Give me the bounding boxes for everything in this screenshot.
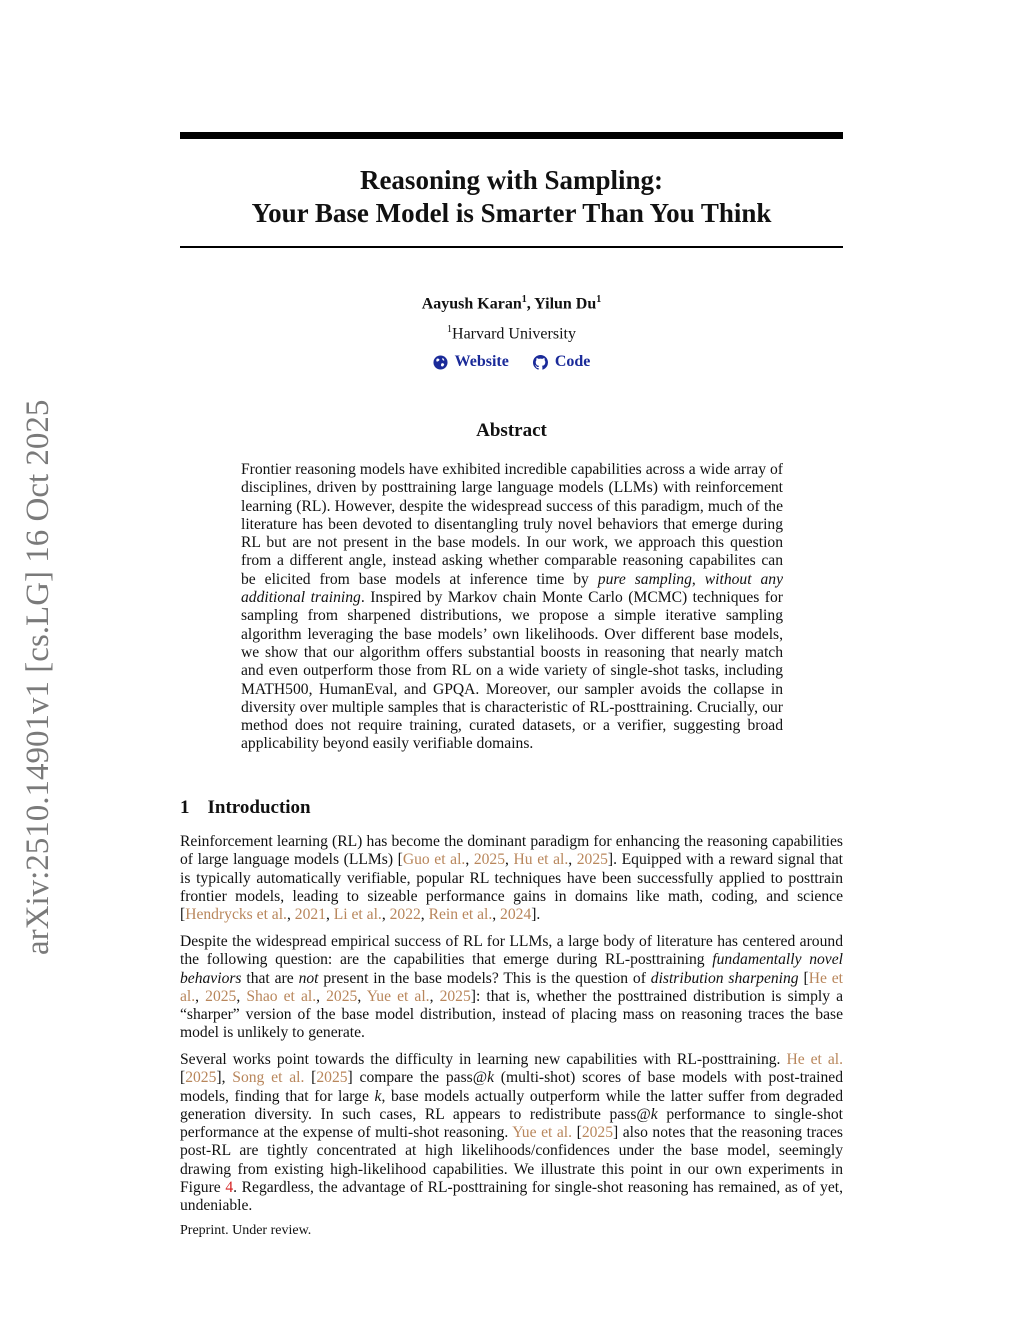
author-name: Aayush Karan xyxy=(421,295,522,313)
paragraph-text: [ xyxy=(572,1124,582,1142)
paragraph-text: , xyxy=(465,851,474,869)
paragraph-text: ]. xyxy=(531,906,541,924)
paragraph-text: Reinforcement learning (RL) has become the dominant paradigm for enhancing the reasoning capabilities of large language models (LLMs) [ xyxy=(180,833,843,869)
paragraph-text: , xyxy=(492,906,501,924)
title-line-1: Reasoning with Sampling: xyxy=(359,165,664,195)
author-affil-mark: 1 xyxy=(521,294,527,305)
paragraph-text: ]. Equipped with a reward signal that is typically automatically verifiable, popular RL techniques have been successfully applied to posttrain frontier models, leading to sizeable performance gains in domains like math, coding, and science [ xyxy=(180,851,844,924)
abstract-emphasis: without any additional training xyxy=(241,570,784,607)
affiliation xyxy=(180,324,843,343)
math-variable: k xyxy=(487,1069,494,1087)
paragraph-text: [ xyxy=(798,969,809,987)
project-links xyxy=(180,353,843,375)
citation-link[interactable]: 2022 xyxy=(389,906,421,924)
section-heading xyxy=(180,797,311,819)
affiliation-mark: 1 xyxy=(447,324,453,335)
abstract-text: . Inspired by Markov chain Monte Carlo (MCMC) techniques for sampling from sharpened distributions, we propose a simple iterative sampling algorithm leveraging the base models’ own likelihoods. Over different base models, we show that our algorithm offers substantial boosts in reasoning that nearly match and even outperform those from RL on a wide variety of single-shot tasks, including MATH500, HumanEval, and GPQA. Moreover, our sampler avoids the collapse in diversity over multiple samples that is characteristic of RL-posttraining. Crucially, our method does not require training, curated datasets, or a verifier, suggesting broad applicability beyond easily verifiable domains. xyxy=(241,589,783,753)
citation-link[interactable]: 2025 xyxy=(185,1069,217,1087)
citation-link[interactable]: 2025 xyxy=(205,987,237,1005)
citation-link[interactable]: He et al. xyxy=(786,1051,844,1068)
citation-link[interactable]: 2025 xyxy=(316,1069,348,1087)
paragraph-text: , base models actually outperform while the latter suffer from degraded generation diversity. In such cases, RL appears to redistribute pass@ xyxy=(180,1087,843,1123)
affiliation-name: Harvard University xyxy=(452,325,576,343)
globe-icon xyxy=(433,355,448,370)
website-link[interactable] xyxy=(433,353,509,371)
citation-link[interactable]: Li et al. xyxy=(333,906,382,924)
abstract-heading: Abstract xyxy=(476,420,547,441)
paragraph-text: , xyxy=(286,906,295,924)
paragraph-text: Despite the widespread empirical success of RL for LLMs, a large body of literature has centered around the following question: are the capabilities that emerge during RL-posttraining xyxy=(180,933,843,969)
paragraph-text: [ xyxy=(304,1069,317,1087)
paragraph-text: , xyxy=(420,906,429,924)
section-number: 1 xyxy=(180,797,190,818)
paragraph-emphasis: distribution sharpening xyxy=(650,969,799,987)
citation-link[interactable]: 2025 xyxy=(326,987,358,1005)
abstract-text: Frontier reasoning models have exhibited incredible capabilities across a wide array of disciplines, driven by posttraining large language models (LLMs) with reinforcement learning (RL). However, despite the widespread success of this paradigm, much of the literature has been devoted to disentangling truly novel behaviors that emerge during RL but are not present in the base models. In our work, we approach this question from a different angle, instead asking whether comparable reasoning capabilites can be elicited from base models at inference time by xyxy=(241,461,783,588)
citation-link[interactable]: 2024 xyxy=(500,906,532,924)
citation-link[interactable]: Song et al. xyxy=(232,1069,305,1087)
footer-note: Preprint. Under review. xyxy=(180,1223,312,1238)
citation-link[interactable]: 2025 xyxy=(581,1124,613,1142)
intro-paragraph-1 xyxy=(180,833,843,924)
paragraph-text: ], xyxy=(216,1069,233,1087)
author-separator: , xyxy=(526,295,535,313)
abstract-emphasis: pure sampling xyxy=(597,570,692,588)
citation-link[interactable]: Shao et al. xyxy=(246,987,317,1005)
title-line-2: Your Base Model is Smarter Than You Think xyxy=(251,198,772,228)
abstract-text: , xyxy=(691,570,705,588)
math-variable: k xyxy=(650,1105,658,1123)
paragraph-text: present in the base models? This is the question of xyxy=(318,969,651,987)
citation-link[interactable]: Yue et al. xyxy=(366,987,430,1005)
paragraph-text: ]: that is, whether the posttrained distribution is simply a “sharper” version of the base model distribution, instead of placing mass on reasoning traces the base model is unlikely to generate. xyxy=(180,987,844,1042)
paragraph-text: ] compare the pass@ xyxy=(347,1069,488,1087)
author-name: Yilun Du xyxy=(534,295,597,313)
paragraph-text: [ xyxy=(180,1069,186,1087)
citation-link[interactable]: Hu et al. xyxy=(513,851,569,869)
paragraph-text: , xyxy=(357,987,367,1005)
intro-paragraph-3 xyxy=(180,1051,843,1216)
github-icon xyxy=(533,355,548,370)
author-affil-mark: 1 xyxy=(596,294,602,305)
author-list xyxy=(180,294,843,313)
paragraph-text: , xyxy=(568,851,577,869)
paragraph-text: , xyxy=(195,987,206,1005)
citation-link[interactable]: 2025 xyxy=(439,987,471,1005)
paragraph-text: , xyxy=(381,906,390,924)
website-link-label: Website xyxy=(454,353,509,370)
code-link[interactable] xyxy=(533,353,591,371)
intro-paragraph-2 xyxy=(180,933,843,1043)
paragraph-text: , xyxy=(429,987,440,1005)
paragraph-text: ] also notes that the reasoning traces post-RL are tightly concentrated at high likelihoods/confidences under the base model, seemingly drawing from existing high-likelihood capabilities. We illustrate this point in our own experiments in Figure xyxy=(180,1124,843,1197)
paragraph-emphasis: fundamentally novel behaviors xyxy=(180,951,843,987)
paragraph-text: performance to single-shot performance at the expense of multi-shot reasoning. xyxy=(180,1105,843,1142)
citation-link[interactable]: 2021 xyxy=(294,906,326,924)
paragraph-text: that are xyxy=(241,969,299,987)
math-variable: k xyxy=(374,1087,382,1105)
paragraph-text: , xyxy=(316,987,327,1005)
arxiv-stamp: arXiv:2510.14901v1 [cs.LG] 16 Oct 2025 xyxy=(20,399,56,955)
citation-link[interactable]: Rein et al. xyxy=(428,906,493,924)
paragraph-text: , xyxy=(236,987,247,1005)
title-rule-top xyxy=(180,132,843,139)
citation-link[interactable]: Hendrycks et al. xyxy=(185,906,287,924)
paragraph-text: , xyxy=(505,851,514,869)
paragraph-text: Several works point towards the difficulty in learning new capabilities with RL-posttraining. xyxy=(180,1051,787,1068)
paragraph-emphasis: not xyxy=(298,969,319,987)
paragraph-text: , xyxy=(325,906,334,924)
citation-link[interactable]: Yue et al. xyxy=(512,1124,573,1142)
section-title: Introduction xyxy=(207,797,311,818)
code-link-label: Code xyxy=(554,353,591,370)
citation-link[interactable]: 2025 xyxy=(473,851,506,869)
citation-link[interactable]: 2025 xyxy=(576,851,608,869)
title-rule-bottom xyxy=(180,246,843,248)
paragraph-text: . Regardless, the advantage of RL-posttraining for single-shot reasoning has remained, as of yet, undeniable. xyxy=(180,1179,843,1215)
citation-link[interactable]: Guo et al. xyxy=(402,851,466,869)
paper-title xyxy=(180,164,843,230)
paragraph-text: (multi-shot) scores of base models with post-trained models, finding that for large xyxy=(180,1069,843,1105)
citation-link[interactable]: He et al. xyxy=(180,969,844,1005)
abstract-body xyxy=(241,461,783,754)
figure-reference-link[interactable]: 4 xyxy=(225,1179,234,1197)
